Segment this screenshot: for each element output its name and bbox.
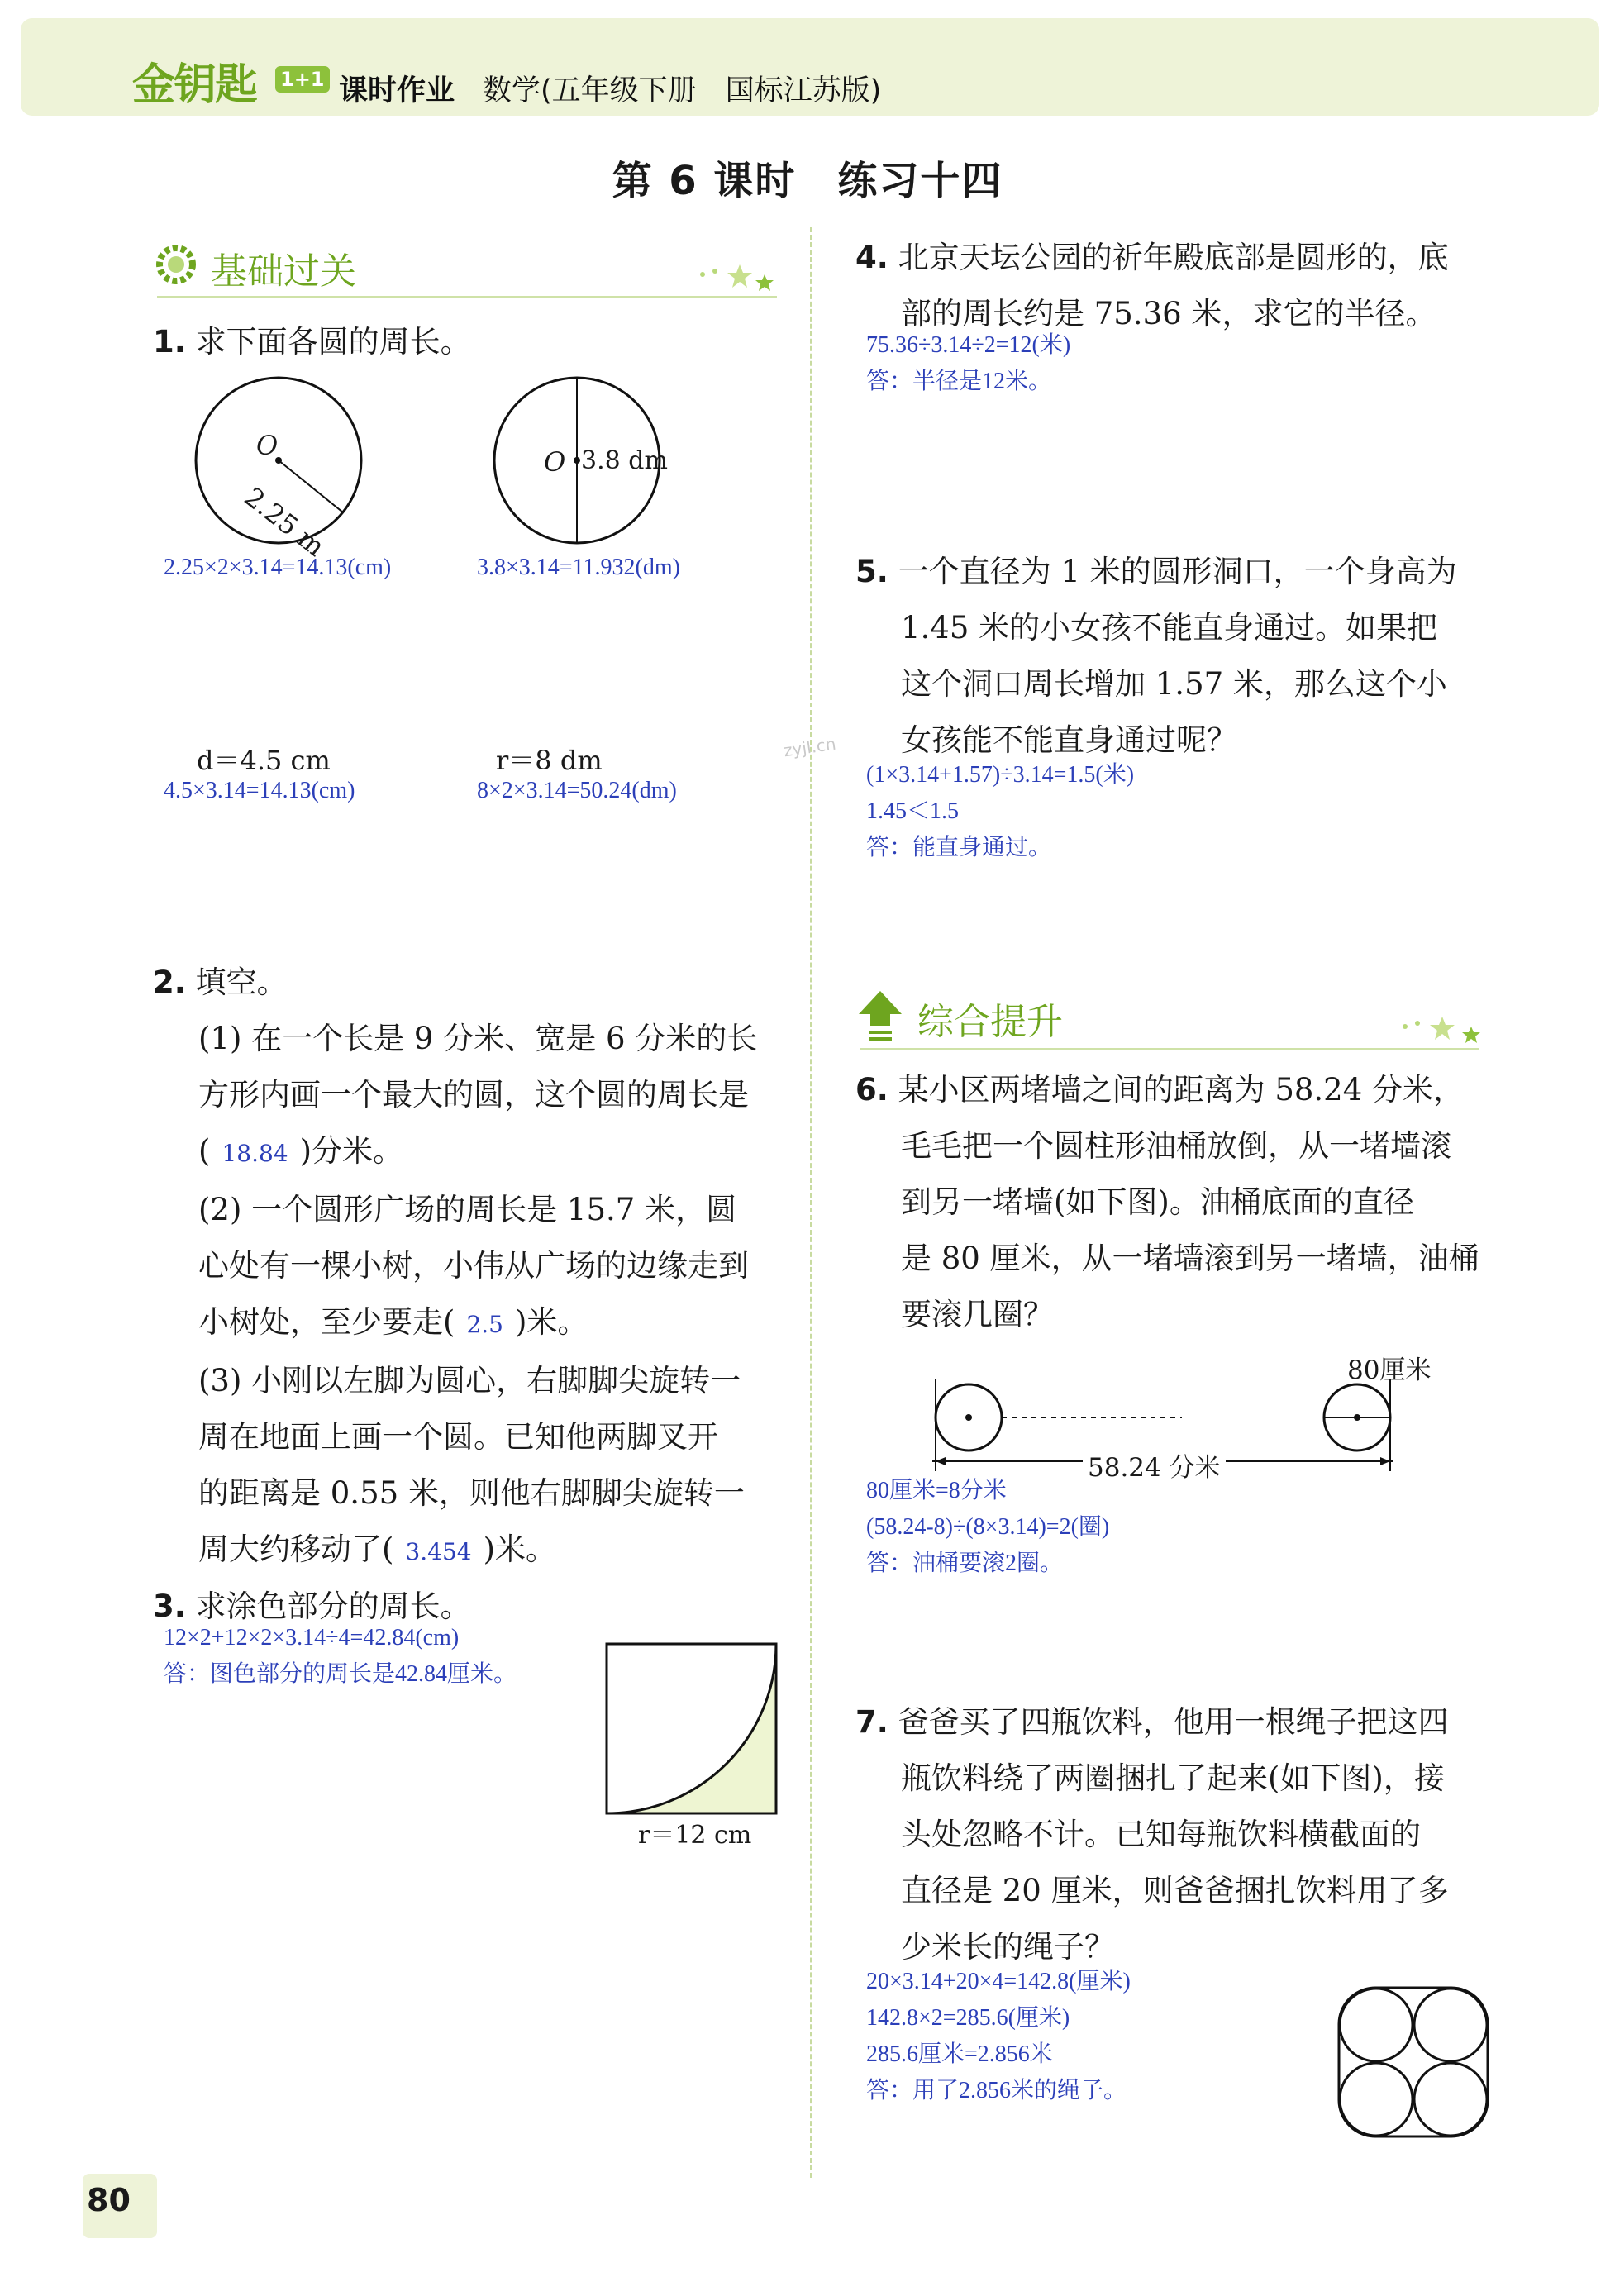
circle-1-answer: 2.25×2×3.14=14.13(cm) <box>164 555 392 580</box>
question-6-answer-1: 80厘米=8分米 <box>866 1478 1007 1503</box>
blank-2: 2.5 <box>466 1311 503 1338</box>
question-6-answer-2: (58.24-8)÷(8×3.14)=2(圈) <box>866 1514 1110 1540</box>
circle-4-given: r＝8 dm <box>496 745 603 776</box>
question-3: 3. 求涂色部分的周长。 <box>153 1589 471 1624</box>
question-4-answer-2: 答：半径是12米。 <box>866 369 1052 394</box>
question-7: 7. 爸爸买了四瓶饮料，他用一根绳子把这四 瓶饮料绕了两圈捆扎了起来(如下图)，接 头处忽略不计。已知每瓶饮料横截面的 直径是 20 厘米，则爸爸捆扎饮料用了多 少米长的绳子？ <box>855 1704 1449 1965</box>
blank-3: 3.454 <box>405 1538 472 1565</box>
shaded-quarter-circle-figure <box>603 1641 781 1818</box>
circle-2-center: O <box>544 446 566 478</box>
circle-1-center: O <box>256 430 279 461</box>
subject-label: 数学(五年级下册 国标江苏版) <box>483 74 882 107</box>
question-7-answer-3: 285.6厘米=2.856米 <box>866 2041 1053 2067</box>
shaded-figure-label: r＝12 cm <box>638 1821 752 1850</box>
star-decoration-icon-2 <box>1397 1008 1488 1050</box>
column-divider <box>810 227 812 2178</box>
circle-2-radius: 3.8 dm <box>581 446 668 475</box>
watermark: zyjl.cn <box>782 733 837 761</box>
circle-3-answer: 4.5×3.14=14.13(cm) <box>164 778 355 803</box>
four-bottles-figure <box>1335 1984 1492 2141</box>
section-advanced-line <box>860 1048 1479 1050</box>
question-7-answer-1: 20×3.14+20×4=142.8(厘米) <box>866 1969 1131 1994</box>
question-1-text: 求下面各圆的周长。 <box>195 324 471 360</box>
question-4-answer-1: 75.36÷3.14÷2=12(米) <box>866 332 1071 358</box>
page-title: 第 6 课时 练习十四 <box>612 158 1003 204</box>
question-5-answer-1: (1×3.14+1.57)÷3.14=1.5(米) <box>866 762 1135 788</box>
barrel-diameter-label-text: 80厘米 <box>1347 1355 1432 1385</box>
question-7-answer-4: 答：用了2.856米的绳子。 <box>866 2078 1127 2103</box>
circle-3-given: d＝4.5 cm <box>197 745 331 776</box>
circle-1-radius: 2.25 m <box>238 481 331 563</box>
question-6: 6. 某小区两堵墙之间的距离为 58.24 分米， 毛毛把一个圆柱形油桶放倒，从一堵墙滚 到另一堵墙(如下图)。油桶底面的直径 是 80 厘米，从一堵墙滚到另一堵墙，油桶 要滚几圈？ <box>855 1072 1479 1332</box>
question-4: 4. 北京天坛公园的祈年殿底部是圆形的，底 部的周长约是 75.36 米，求它的半径。 <box>855 240 1449 331</box>
brand-logo: 金钥匙 <box>132 60 257 110</box>
question-3-answer-1: 12×2+12×2×3.14÷4=42.84(cm) <box>164 1625 460 1651</box>
brand-logo-tag: 1+1 <box>275 66 330 93</box>
question-1: 1. 求下面各圆的周长。 <box>153 324 471 360</box>
star-decoration-icon <box>694 256 777 298</box>
arrow-up-icon <box>855 988 905 1046</box>
circle-2-answer: 3.8×3.14=11.932(dm) <box>477 555 680 580</box>
wall-distance-label: 58.24 分米 <box>1083 1446 1226 1484</box>
question-5-answer-3: 答：能直身通过。 <box>866 835 1052 860</box>
question-7-answer-2: 142.8×2=285.6(厘米) <box>866 2005 1070 2031</box>
series-label: 课时作业 <box>339 74 455 107</box>
question-2: 2. 填空。 (1) 在一个长是 9 分米、宽是 6 分米的长 方形内画一个最大的圆，这个圆的周长是 ( 18.84 )分米。 (2) 一个圆形广场的周长是 15.7 米，圆 心处有一棵小树，小伟从广场的边缘走到 小树处，至少要走( 2.5 )米。 (3) 小刚以左脚为圆心，右脚脚尖旋转一 周在地面上画一个圆。已知他两脚叉开 的距离是 0.55 米，则他右脚脚尖旋转一 周大约移动了( 3.454 )米。 <box>153 965 758 1567</box>
question-6-answer-3: 答：油桶要滚2圈。 <box>866 1551 1064 1576</box>
section-basic-title: 基础过关 <box>211 250 356 293</box>
header-text <box>339 68 881 109</box>
circle-4-answer: 8×2×3.14=50.24(dm) <box>477 778 677 803</box>
section-advanced-title: 综合提升 <box>917 1001 1063 1043</box>
gear-icon <box>151 240 201 289</box>
blank-1: 18.84 <box>222 1140 288 1167</box>
question-5-answer-2: 1.45＜1.5 <box>866 798 960 824</box>
section-basic-line <box>157 296 777 298</box>
question-3-answer-2: 答：图色部分的周长是42.84厘米。 <box>164 1661 517 1687</box>
question-5: 5. 一个直径为 1 米的圆形洞口，一个身高为 1.45 米的小女孩不能直身通过。如果把 这个洞口周长增加 1.57 米，那么这个小 女孩能不能直身通过呢？ <box>855 554 1457 758</box>
page-number: 80 <box>87 2182 131 2218</box>
